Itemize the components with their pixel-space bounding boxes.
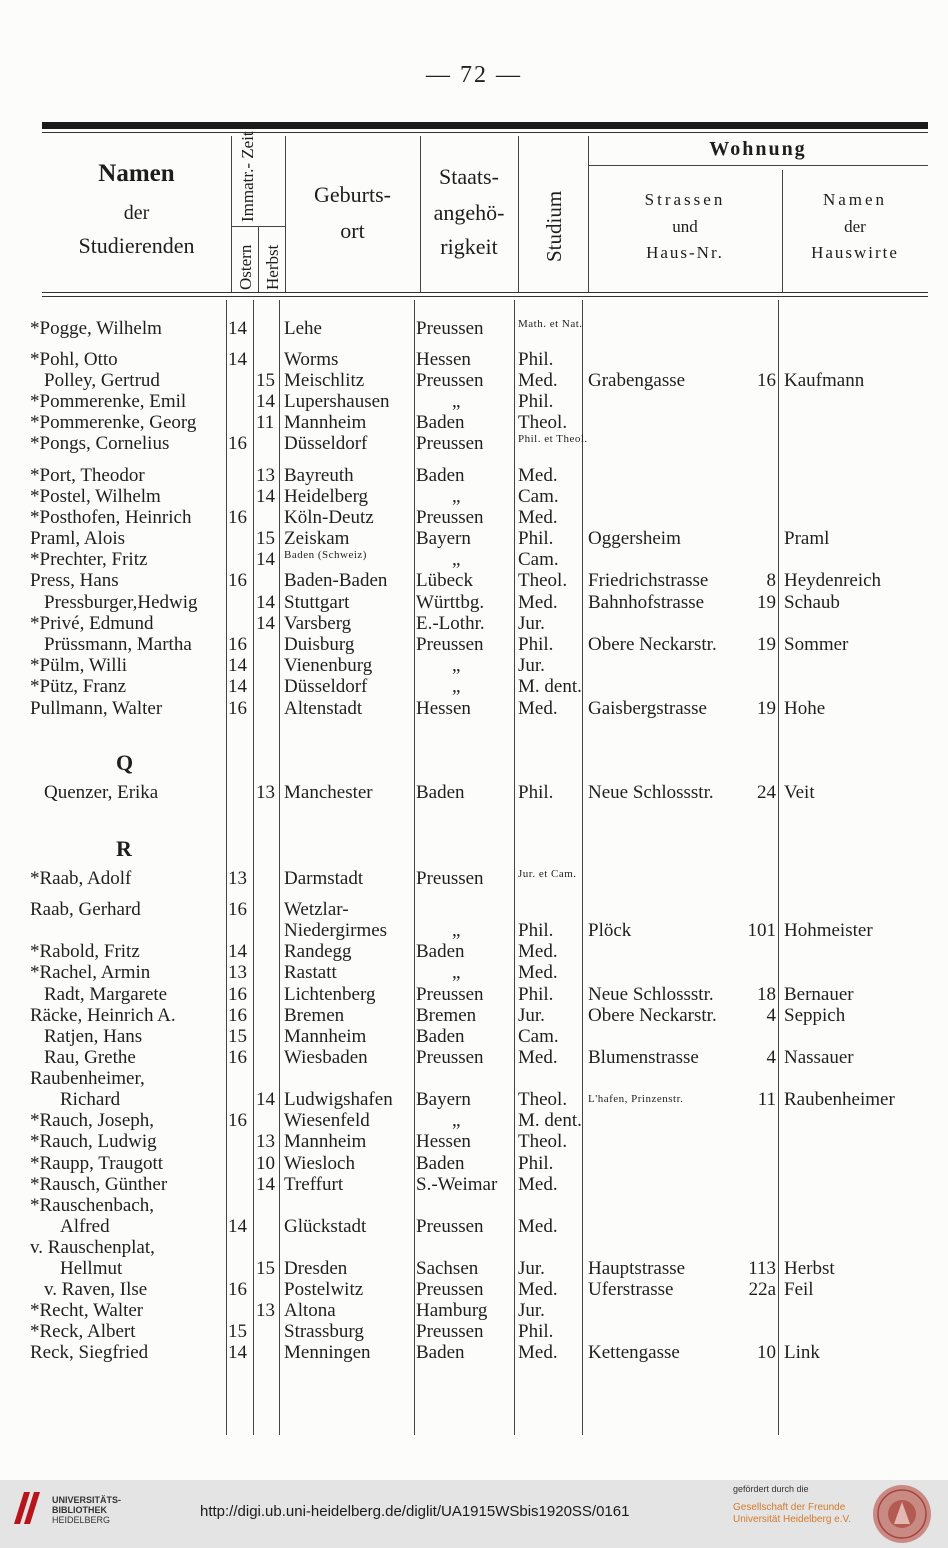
citizenship: Baden — [416, 782, 465, 803]
student-name: Praml, Alois — [30, 528, 126, 549]
ostern-term: 16 — [228, 1279, 247, 1300]
student-name: *Raupp, Traugott — [30, 1153, 164, 1174]
student-name: *Rauch, Joseph, — [30, 1110, 155, 1131]
header-namen-hauswirte: Namen — [822, 190, 888, 209]
student-name: *Pommerenke, Emil — [30, 391, 187, 412]
student-name: Press, Hans — [30, 570, 119, 591]
field-of-study: Med. — [518, 507, 558, 528]
birthplace: Vienenburg — [284, 655, 373, 676]
library-line-2: BIBLIOTHEK — [52, 1505, 107, 1515]
field-of-study: Phil. et Theol. — [518, 433, 588, 445]
herbst-term: 14 — [256, 549, 275, 570]
ostern-term: 14 — [228, 655, 247, 676]
house-number: 8 — [766, 570, 776, 591]
citizenship: „ — [452, 486, 461, 507]
herbst-term: 14 — [256, 391, 275, 412]
field-of-study: Med. — [518, 370, 558, 391]
field-of-study: Theol. — [518, 412, 568, 433]
street: Kettengasse — [588, 1342, 680, 1363]
herbst-term: 15 — [256, 528, 275, 549]
col-sep — [258, 226, 259, 292]
citizenship: Baden — [416, 1153, 465, 1174]
citizenship: S.-Weimar — [416, 1174, 498, 1195]
col-sep — [778, 300, 779, 1435]
header-wohnung: Wohnung — [709, 138, 807, 160]
birthplace: Heidelberg — [284, 486, 369, 507]
landlord: Kaufmann — [784, 370, 865, 391]
field-of-study: Phil. — [518, 391, 554, 412]
field-of-study: Theol. — [518, 570, 568, 591]
header-strassen: Strassen — [644, 190, 726, 209]
field-of-study: Med. — [518, 698, 558, 719]
street: Blumenstrasse — [588, 1047, 699, 1068]
student-name: *Privé, Edmund — [30, 613, 154, 634]
field-of-study: Phil. — [518, 984, 554, 1005]
house-number: 11 — [757, 1089, 776, 1110]
field-of-study: Med. — [518, 962, 558, 983]
citizenship: „ — [452, 391, 461, 412]
citizenship: Lübeck — [416, 570, 473, 591]
field-of-study: Jur. — [518, 1300, 545, 1321]
citizenship: Preussen — [416, 868, 484, 889]
landlord: Raubenheimer — [784, 1089, 895, 1110]
field-of-study: Cam. — [518, 1026, 559, 1047]
student-name: *Rauschenbach, — [30, 1195, 154, 1216]
landlord: Veit — [784, 782, 815, 803]
library-name — [52, 1495, 121, 1525]
university-seal-icon — [872, 1484, 932, 1544]
student-name: *Pohl, Otto — [30, 349, 118, 370]
student-name: Prüssmann, Martha — [44, 634, 192, 655]
field-of-study: Cam. — [518, 486, 559, 507]
citizenship: Baden — [416, 465, 465, 486]
landlord: Heydenreich — [784, 570, 882, 591]
field-of-study: Jur. et Cam. — [518, 868, 577, 880]
landlord: Link — [784, 1342, 820, 1363]
birthplace: Wiesenfeld — [284, 1110, 370, 1131]
header-namen: Namen — [98, 160, 175, 187]
birthplace: Düsseldorf — [284, 676, 368, 697]
sponsor-line-1: Gesellschaft der Freunde — [733, 1502, 846, 1513]
landlord: Seppich — [784, 1005, 846, 1026]
field-of-study: Med. — [518, 1047, 558, 1068]
birthplace: Stuttgart — [284, 592, 350, 613]
student-name: Raubenheimer, — [30, 1068, 145, 1089]
ostern-term: 14 — [228, 1342, 247, 1363]
landlord: Hohmeister — [784, 920, 873, 941]
citizenship: „ — [452, 549, 461, 570]
house-number: 18 — [757, 984, 776, 1005]
student-name: *Recht, Walter — [30, 1300, 144, 1321]
header-hausnr: Haus-Nr. — [646, 243, 724, 262]
section-letter-q: Q — [116, 750, 134, 775]
herbst-term: 13 — [256, 782, 275, 803]
col-sep — [588, 165, 928, 166]
ostern-term: 16 — [228, 634, 247, 655]
herbst-term: 11 — [256, 412, 275, 433]
header-rigkeit: rigkeit — [440, 234, 498, 259]
birthplace: Glückstadt — [284, 1216, 367, 1237]
ostern-term: 16 — [228, 698, 247, 719]
header-studium: Studium — [542, 190, 566, 262]
ostern-term: 14 — [228, 318, 247, 339]
herbst-term: 13 — [256, 465, 275, 486]
col-sep — [582, 300, 583, 1435]
header-herbst: Herbst — [263, 244, 282, 290]
citizenship: Hessen — [416, 349, 471, 370]
student-name: *Pongs, Cornelius — [30, 433, 170, 454]
birthplace: Rastatt — [284, 962, 337, 983]
house-number: 10 — [757, 1342, 776, 1363]
street: Neue Schlossstr. — [588, 782, 714, 803]
citizenship: Preussen — [416, 507, 484, 528]
field-of-study: Jur. — [518, 613, 545, 634]
student-name: v. Raven, Ilse — [44, 1279, 148, 1300]
field-of-study: Jur. — [518, 655, 545, 676]
student-name: *Pogge, Wilhelm — [30, 318, 162, 339]
street: Obere Neckarstr. — [588, 1005, 717, 1026]
birthplace: Baden-Baden — [284, 570, 388, 591]
col-sep — [253, 300, 254, 1435]
student-name: *Rabold, Fritz — [30, 941, 140, 962]
student-name: Pressburger,Hedwig — [44, 592, 198, 613]
birthplace: Dresden — [284, 1258, 348, 1279]
house-number: 22a — [748, 1279, 776, 1300]
field-of-study: Phil. — [518, 634, 554, 655]
sponsor-line-2: Universität Heidelberg e.V. — [733, 1514, 852, 1525]
herbst-term: 15 — [256, 370, 275, 391]
student-name: *Pütz, Franz — [30, 676, 127, 697]
birthplace: Zeiskam — [284, 528, 350, 549]
header-und: und — [672, 217, 698, 236]
landlord: Schaub — [784, 592, 840, 613]
birthplace: Lichtenberg — [284, 984, 376, 1005]
library-line-3: HEIDELBERG — [52, 1515, 111, 1525]
field-of-study: Phil. — [518, 349, 554, 370]
birthplace: Postelwitz — [284, 1279, 364, 1300]
ostern-term: 16 — [228, 1110, 247, 1131]
field-of-study: M. dent. — [518, 1110, 582, 1131]
house-number: 101 — [747, 920, 776, 941]
student-name: *Reck, Albert — [30, 1321, 136, 1342]
citizenship: Preussen — [416, 1279, 484, 1300]
field-of-study: Med. — [518, 592, 558, 613]
library-line-1: UNIVERSITÄTS- — [52, 1495, 122, 1505]
header-der-hauswirte: der — [844, 217, 866, 236]
birthplace: Meischlitz — [284, 370, 365, 391]
citizenship: „ — [452, 962, 461, 983]
header-immatr-zeit: Immatr.- Zeit — [238, 131, 257, 222]
street: Friedrichstrasse — [588, 570, 709, 591]
header-studierenden: Studierenden — [78, 233, 195, 258]
street: Neue Schlossstr. — [588, 984, 714, 1005]
street: Oggersheim — [588, 528, 681, 549]
header-angeho: angehö- — [433, 200, 505, 225]
field-of-study: Phil. — [518, 1321, 554, 1342]
ostern-term: 13 — [228, 962, 247, 983]
header-hauswirte: Hauswirte — [811, 243, 899, 262]
student-name: *Posthofen, Heinrich — [30, 507, 192, 528]
col-sep — [231, 226, 285, 227]
street: Bahnhofstrasse — [588, 592, 705, 613]
citizenship: Baden — [416, 412, 465, 433]
herbst-term: 15 — [256, 1258, 275, 1279]
ostern-term: 15 — [228, 1321, 247, 1342]
citizenship: Baden — [416, 1342, 465, 1363]
citizenship: Preussen — [416, 1047, 484, 1068]
street: Uferstrasse — [588, 1279, 674, 1300]
citizenship: Preussen — [416, 984, 484, 1005]
street: Plöck — [588, 920, 632, 941]
field-of-study: Med. — [518, 465, 558, 486]
student-name: *Raab, Adolf — [30, 868, 132, 889]
ostern-term: 16 — [228, 1047, 247, 1068]
field-of-study: Cam. — [518, 549, 559, 570]
ostern-term: 16 — [228, 507, 247, 528]
header-bottom-rule-2 — [42, 296, 928, 297]
field-of-study: Jur. — [518, 1005, 545, 1026]
herbst-term: 13 — [256, 1131, 275, 1152]
street: Grabengasse — [588, 370, 686, 391]
birthplace: Strassburg — [284, 1321, 364, 1342]
ostern-term: 14 — [228, 676, 247, 697]
field-of-study: Theol. — [518, 1131, 568, 1152]
citizenship: Preussen — [416, 433, 484, 454]
citizenship: „ — [452, 655, 461, 676]
ostern-term: 15 — [228, 1026, 247, 1047]
birthplace: Mannheim — [284, 1131, 367, 1152]
col-sep — [514, 300, 515, 1435]
birthplace: Baden (Schweiz) — [284, 549, 367, 561]
birthplace: Wetzlar- — [284, 899, 349, 920]
header-geburts: Geburts- — [314, 182, 391, 207]
student-name: v. Rauschenplat, — [30, 1237, 155, 1258]
birthplace: Worms — [284, 349, 339, 370]
student-name: Radt, Margarete — [44, 984, 168, 1005]
ostern-term: 16 — [228, 1005, 247, 1026]
ostern-term: 16 — [228, 984, 247, 1005]
herbst-term: 10 — [256, 1153, 275, 1174]
citizenship: Preussen — [416, 1216, 484, 1237]
ostern-term: 14 — [228, 349, 247, 370]
house-number: 4 — [766, 1047, 776, 1068]
student-name: Hellmut — [60, 1258, 123, 1279]
field-of-study: Med. — [518, 1342, 558, 1363]
ostern-term: 13 — [228, 868, 247, 889]
field-of-study: M. dent. — [518, 676, 582, 697]
landlord: Feil — [784, 1279, 814, 1300]
header-ort: ort — [340, 218, 365, 243]
citizenship: Preussen — [416, 634, 484, 655]
citizenship: E.-Lothr. — [416, 613, 485, 634]
citizenship: Hessen — [416, 698, 471, 719]
col-sep — [285, 136, 286, 292]
field-of-study: Med. — [518, 941, 558, 962]
ostern-term: 16 — [228, 433, 247, 454]
birthplace: Altenstadt — [284, 698, 363, 719]
birthplace: Altona — [284, 1300, 336, 1321]
header-top-thin-rule — [42, 132, 928, 133]
student-name: Pullmann, Walter — [30, 698, 163, 719]
house-number: 113 — [748, 1258, 776, 1279]
herbst-term: 14 — [256, 1089, 275, 1110]
field-of-study: Med. — [518, 1279, 558, 1300]
header-ostern: Ostern — [236, 244, 255, 290]
street: Obere Neckarstr. — [588, 634, 717, 655]
student-name: *Pommerenke, Georg — [30, 412, 197, 433]
field-of-study: Med. — [518, 1174, 558, 1195]
student-name: Polley, Gertrud — [44, 370, 160, 391]
birthplace: Varsberg — [284, 613, 352, 634]
header-top-rule — [42, 122, 928, 129]
citizenship: Baden — [416, 941, 465, 962]
ostern-term: 16 — [228, 899, 247, 920]
landlord: Sommer — [784, 634, 849, 655]
col-sep — [226, 300, 227, 1435]
birthplace: Düsseldorf — [284, 433, 368, 454]
student-name: *Postel, Wilhelm — [30, 486, 161, 507]
street: Hauptstrasse — [588, 1258, 686, 1279]
ostern-term: 14 — [228, 1216, 247, 1237]
header-bottom-rule — [42, 292, 928, 293]
sponsor-name — [733, 1502, 851, 1526]
field-of-study: Math. et Nat. — [518, 318, 583, 330]
herbst-term: 14 — [256, 1174, 275, 1195]
citizenship: Bayern — [416, 528, 471, 549]
student-name: Quenzer, Erika — [44, 782, 159, 803]
birthplace: Bremen — [284, 1005, 345, 1026]
herbst-term: 14 — [256, 592, 275, 613]
house-number: 19 — [757, 592, 776, 613]
birthplace: Niedergirmes — [284, 920, 388, 941]
citizenship: Sachsen — [416, 1258, 479, 1279]
birthplace: Manchester — [284, 782, 373, 803]
col-sep — [279, 300, 280, 1435]
student-name: Ratjen, Hans — [44, 1026, 143, 1047]
birthplace: Köln-Deutz — [284, 507, 374, 528]
birthplace: Lehe — [284, 318, 322, 339]
student-name: *Pülm, Willi — [30, 655, 128, 676]
birthplace: Randegg — [284, 941, 352, 962]
street: Gaisbergstrasse — [588, 698, 707, 719]
citizenship: Hamburg — [416, 1300, 488, 1321]
birthplace: Wiesloch — [284, 1153, 355, 1174]
birthplace: Mannheim — [284, 412, 367, 433]
header-der: der — [123, 202, 150, 224]
student-name: Raab, Gerhard — [30, 899, 141, 920]
student-name: *Rausch, Günther — [30, 1174, 168, 1195]
birthplace: Wiesbaden — [284, 1047, 368, 1068]
header-staats: Staats- — [439, 164, 499, 189]
landlord: Nassauer — [784, 1047, 854, 1068]
university-library-logo-icon — [10, 1488, 44, 1528]
section-letter-r: R — [116, 836, 132, 861]
birthplace: Menningen — [284, 1342, 371, 1363]
student-name: *Rauch, Ludwig — [30, 1131, 157, 1152]
field-of-study: Phil. — [518, 528, 554, 549]
landlord: Bernauer — [784, 984, 854, 1005]
ostern-term: 16 — [228, 570, 247, 591]
birthplace: Ludwigshafen — [284, 1089, 393, 1110]
student-name: *Port, Theodor — [30, 465, 145, 486]
field-of-study: Med. — [518, 1216, 558, 1237]
birthplace: Duisburg — [284, 634, 355, 655]
birthplace: Lupershausen — [284, 391, 390, 412]
col-sep — [414, 300, 415, 1435]
birthplace: Treffurt — [284, 1174, 344, 1195]
student-name: Alfred — [60, 1216, 110, 1237]
citizenship: „ — [452, 676, 461, 697]
col-sep — [231, 136, 232, 292]
citizenship: Preussen — [416, 318, 484, 339]
citizenship: „ — [452, 1110, 461, 1131]
citizenship: Württbg. — [416, 592, 485, 613]
house-number: 19 — [757, 698, 776, 719]
herbst-term: 14 — [256, 486, 275, 507]
student-name: Rau, Grethe — [44, 1047, 136, 1068]
citizenship: „ — [452, 920, 461, 941]
landlord: Herbst — [784, 1258, 835, 1279]
landlord: Hohe — [784, 698, 826, 719]
field-of-study: Phil. — [518, 782, 554, 803]
student-name: *Prechter, Fritz — [30, 549, 148, 570]
field-of-study: Phil. — [518, 1153, 554, 1174]
ostern-term: 14 — [228, 941, 247, 962]
birthplace: Mannheim — [284, 1026, 367, 1047]
landlord: Praml — [784, 528, 830, 549]
student-name: *Rachel, Armin — [30, 962, 151, 983]
sponsor-caption: gefördert durch die — [733, 1484, 809, 1494]
student-name: Reck, Siegfried — [30, 1342, 149, 1363]
field-of-study: Jur. — [518, 1258, 545, 1279]
house-number: 19 — [757, 634, 776, 655]
field-of-study: Phil. — [518, 920, 554, 941]
citizenship: Hessen — [416, 1131, 471, 1152]
col-sep — [518, 136, 519, 292]
citizenship: Preussen — [416, 1321, 484, 1342]
house-number: 24 — [757, 782, 776, 803]
page-number: — 72 — — [426, 62, 522, 88]
citizenship: Preussen — [416, 370, 484, 391]
field-of-study: Theol. — [518, 1089, 568, 1110]
birthplace: Bayreuth — [284, 465, 354, 486]
street: L'hafen, Prinzenstr. — [588, 1093, 684, 1105]
herbst-term: 14 — [256, 613, 275, 634]
citizenship: Bremen — [416, 1005, 477, 1026]
citizenship: Bayern — [416, 1089, 471, 1110]
herbst-term: 13 — [256, 1300, 275, 1321]
student-name: Räcke, Heinrich A. — [30, 1005, 176, 1026]
house-number: 4 — [766, 1005, 776, 1026]
permalink-url[interactable]: http://digi.ub.uni-heidelberg.de/diglit/UA1915WSbis1920SS/0161 — [200, 1503, 630, 1520]
student-name: Richard — [60, 1089, 121, 1110]
citizenship: Baden — [416, 1026, 465, 1047]
house-number: 16 — [757, 370, 776, 391]
birthplace: Darmstadt — [284, 868, 364, 889]
